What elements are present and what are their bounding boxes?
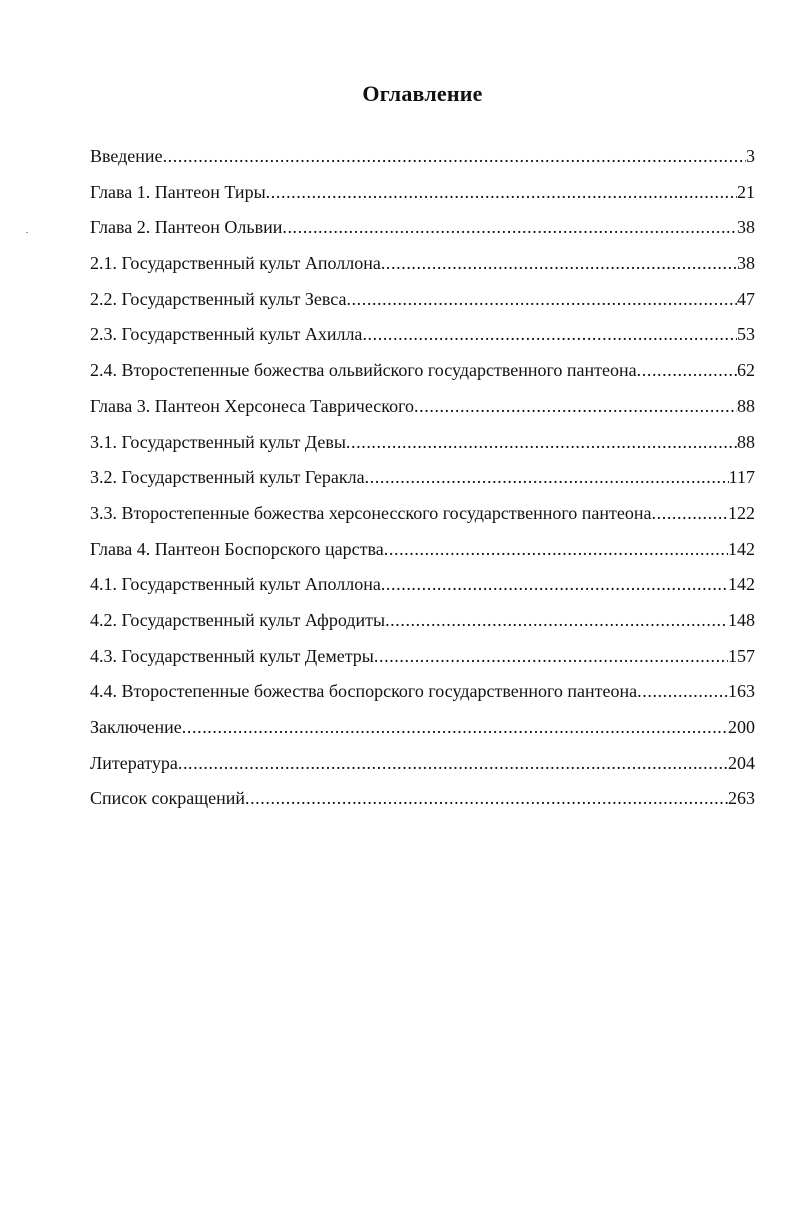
toc-dot-leader xyxy=(385,608,728,632)
toc-dot-leader xyxy=(414,394,737,418)
toc-dot-leader xyxy=(266,180,737,204)
toc-entry-label: 2.2. Государственный культ Зевса xyxy=(90,288,347,309)
toc-entry-label: Глава 1. Пантеон Тиры xyxy=(90,181,266,202)
toc-entry-page: 204 xyxy=(728,752,755,773)
toc-entry-page: 62 xyxy=(737,360,755,381)
toc-dot-leader xyxy=(346,287,737,311)
toc-dot-leader xyxy=(652,501,728,525)
toc-dot-leader xyxy=(365,465,729,489)
toc-entry-conclusion xyxy=(90,715,755,751)
toc-entry-chapter-2 xyxy=(90,215,755,251)
toc-dot-leader xyxy=(245,786,728,810)
toc-entry-page: 38 xyxy=(737,217,755,238)
toc-dot-leader xyxy=(374,644,728,668)
page-title: Оглавление xyxy=(362,80,483,106)
toc-entry-chapter-4 xyxy=(90,537,755,573)
toc-entry-label: 4.4. Второстепенные божества боспорского государственного пантеона xyxy=(90,681,638,702)
toc-entry-section-3-2 xyxy=(90,465,755,501)
toc-entry-page: 88 xyxy=(737,395,755,416)
toc-entry-section-2-2 xyxy=(90,287,755,323)
toc-dot-leader xyxy=(384,537,728,561)
toc-entry-section-4-2 xyxy=(90,608,755,644)
toc-entry-section-2-3 xyxy=(90,322,755,358)
table-of-contents xyxy=(90,144,755,822)
toc-entry-section-4-3 xyxy=(90,644,755,680)
toc-entry-abbreviations xyxy=(90,786,755,822)
toc-dot-leader xyxy=(346,430,737,454)
toc-entry-page: 117 xyxy=(728,467,755,488)
toc-dot-leader xyxy=(381,251,737,275)
toc-dot-leader xyxy=(282,215,737,239)
toc-entry-label: 3.1. Государственный культ Девы xyxy=(90,431,346,452)
toc-dot-leader xyxy=(637,679,728,703)
toc-entry-label: Введение xyxy=(90,146,163,166)
scan-speck xyxy=(26,232,28,233)
toc-entry-label: Заключение xyxy=(90,717,182,737)
toc-dot-leader xyxy=(182,715,728,739)
toc-entry-page: 3 xyxy=(746,146,755,166)
toc-entry-label: 2.1. Государственный культ Аполлона xyxy=(90,253,381,274)
toc-entry-label: 4.3. Государственный культ Деметры xyxy=(90,645,374,666)
toc-dot-leader xyxy=(178,751,728,775)
toc-entry-page: 157 xyxy=(728,645,755,666)
toc-entry-page: 88 xyxy=(737,431,755,452)
toc-entry-page: 148 xyxy=(728,609,755,630)
toc-entry-section-2-4 xyxy=(90,358,755,394)
toc-entry-label: 3.3. Второстепенные божества херсонесского государственного пантеона xyxy=(90,502,652,523)
toc-entry-label: 2.3. Государственный культ Ахилла xyxy=(90,324,363,345)
toc-entry-page: 38 xyxy=(737,253,755,274)
toc-entry-chapter-1 xyxy=(90,180,755,216)
toc-dot-leader xyxy=(381,572,728,596)
toc-entry-label: Глава 2. Пантеон Ольвии xyxy=(90,217,283,238)
toc-entry-label: 3.2. Государственный культ Геракла xyxy=(90,467,365,488)
toc-dot-leader xyxy=(163,144,746,168)
toc-entry-section-3-3 xyxy=(90,501,755,537)
toc-entry-label: 4.1. Государственный культ Аполлона xyxy=(90,574,381,595)
toc-entry-section-4-1 xyxy=(90,572,755,608)
toc-entry-page: 21 xyxy=(737,181,755,202)
toc-entry-introduction xyxy=(90,144,755,180)
toc-entry-page: 47 xyxy=(737,288,755,309)
toc-entry-page: 142 xyxy=(728,574,755,595)
toc-entry-label: Глава 4. Пантеон Боспорского царства xyxy=(90,538,384,559)
toc-entry-page: 53 xyxy=(737,324,755,345)
toc-entry-page: 122 xyxy=(728,502,755,523)
toc-entry-label: 4.2. Государственный культ Афродиты xyxy=(90,609,386,630)
toc-entry-page: 163 xyxy=(728,681,755,702)
toc-dot-leader xyxy=(362,322,737,346)
toc-entry-page: 263 xyxy=(728,788,755,809)
toc-entry-literature xyxy=(90,751,755,787)
toc-entry-section-4-4 xyxy=(90,679,755,715)
toc-entry-section-3-1 xyxy=(90,430,755,466)
toc-entry-label: Литература xyxy=(90,752,178,773)
toc-entry-page: 200 xyxy=(728,717,755,737)
toc-entry-section-2-1 xyxy=(90,251,755,287)
toc-entry-label: Список сокращений xyxy=(90,788,245,809)
toc-entry-label: Глава 3. Пантеон Херсонеса Таврического xyxy=(90,395,415,416)
toc-entry-chapter-3 xyxy=(90,394,755,430)
toc-entry-page: 142 xyxy=(728,538,755,559)
toc-dot-leader xyxy=(637,358,737,382)
toc-entry-label: 2.4. Второстепенные божества ольвийского государственного пантеона xyxy=(90,360,637,381)
